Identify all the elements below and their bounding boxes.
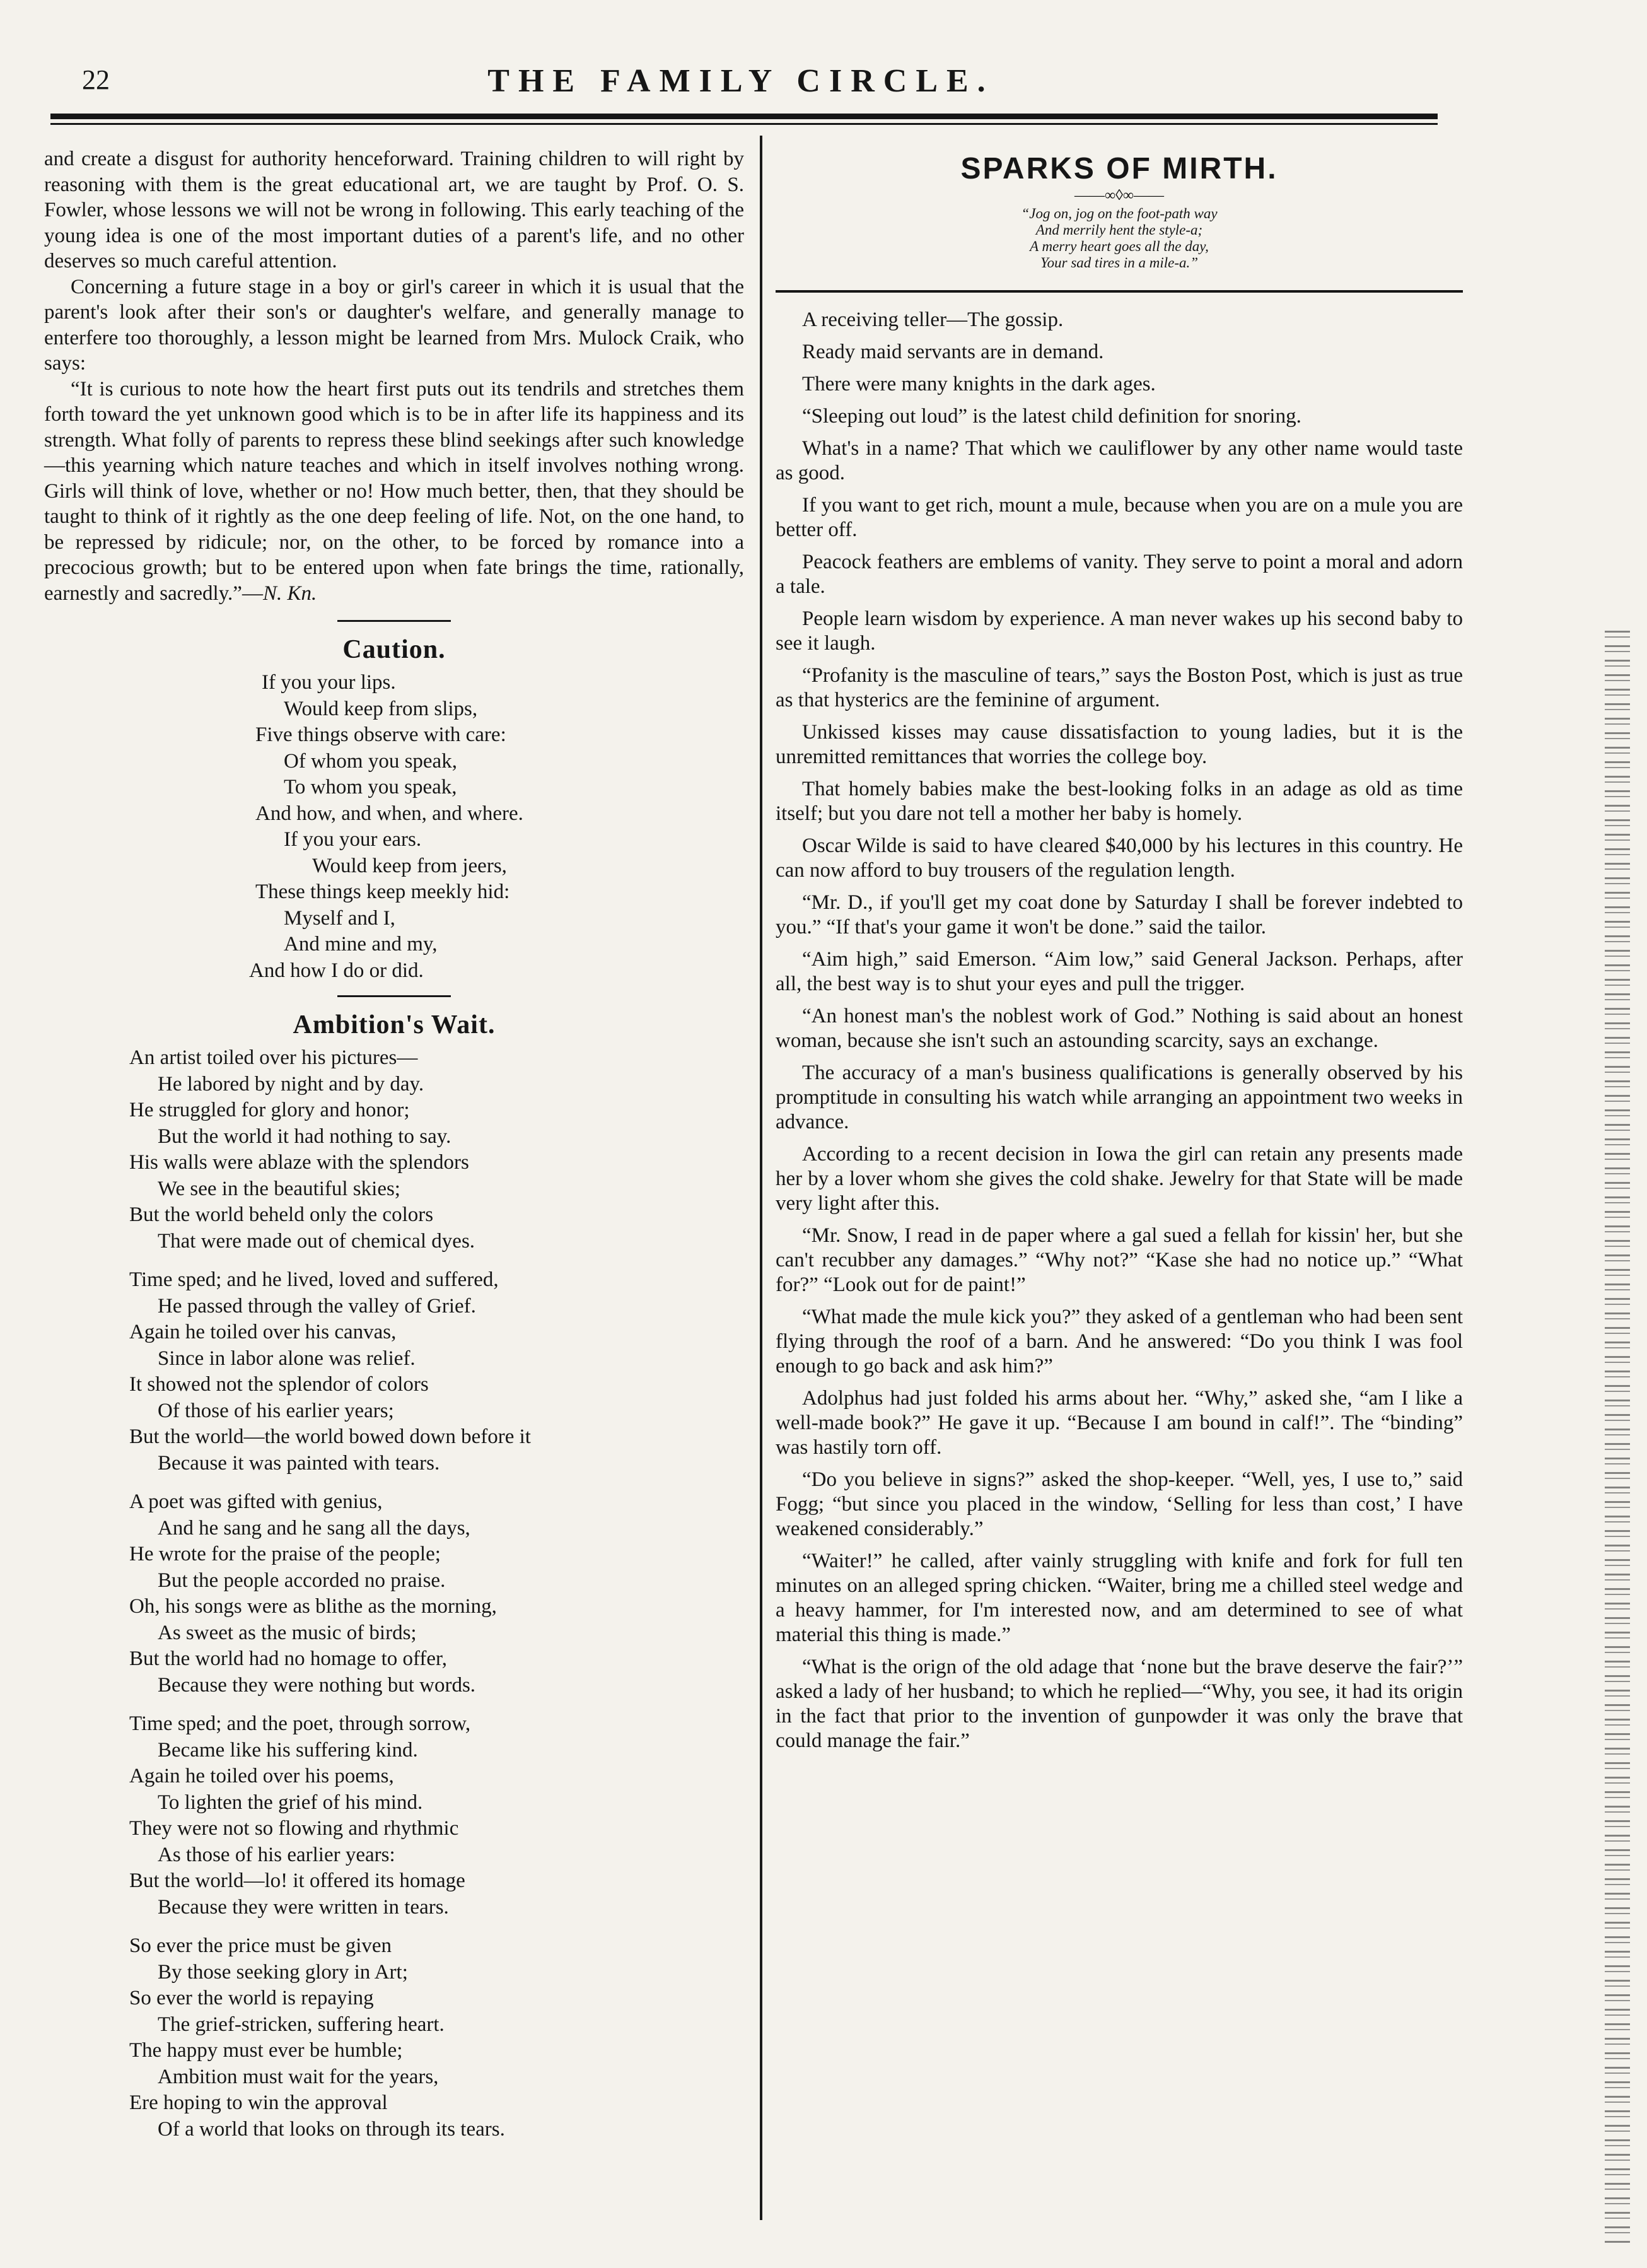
stanza: [129, 1711, 744, 1920]
section-rule: [337, 620, 451, 622]
poem-line: They were not so flowing and rhythmic: [129, 1817, 459, 1840]
poem-line: So ever the price must be given: [129, 1934, 392, 1957]
poem-line: If you your ears.: [284, 828, 422, 851]
poem-line: And how I do or did.: [249, 959, 424, 982]
motto-line: And merrily hent the style-a;: [1035, 222, 1203, 238]
paragraph-future-stage: Concerning a future stage in a boy or girl's career in which it is usual that the parent's look after their son's or daughter's welfare, and generally manage to enterfere too thoroughly, a lesson might be learned from Mrs. Mulock Craik, who says:: [44, 275, 744, 375]
poem-line: But the world beheld only the colors: [129, 1203, 434, 1226]
poem-line: It showed not the splendor of colors: [129, 1373, 429, 1396]
poem-line: Would keep from slips,: [284, 697, 478, 720]
poem-line: Time sped; and he lived, loved and suffered,: [129, 1268, 499, 1291]
left-column: [44, 146, 744, 2155]
joke: “Profanity is the masculine of tears,” says the Boston Post, which is just as true as that hysterics are the feminine of argument.: [776, 664, 1463, 711]
poem-line: Ambition must wait for the years,: [158, 2065, 439, 2088]
poem-line: He wrote for the praise of the people;: [129, 1543, 441, 1565]
joke: Adolphus had just folded his arms about her. “Why,” asked she, “am I like a well-made book?” He gave it up. “Because I am bound in calf!”. The “binding” was hastily torn off.: [776, 1387, 1463, 1459]
poem-line: Became like his suffering kind.: [158, 1738, 418, 1762]
poem-line: And how, and when, and where.: [255, 802, 523, 825]
section-rule: [337, 995, 451, 997]
stanza: [129, 1933, 744, 2142]
poem-line: By those seeking glory in Art;: [158, 1960, 408, 1984]
joke: “An honest man's the noblest work of God.” Nothing is said about an honest woman, because she isn't such an astounding scarcity, says an exchange.: [776, 1005, 1463, 1052]
poem-line: As sweet as the music of birds;: [158, 1621, 417, 1644]
poem-line: Of whom you speak,: [284, 749, 457, 773]
sparks-of-mirth-title: SPARKS OF MIRTH.: [960, 152, 1278, 185]
joke: What's in a name? That which we cauliflower by any other name would taste as good.: [776, 437, 1463, 484]
motto-line: Your sad tires in a mile-a.”: [1040, 255, 1199, 271]
poem-line: And mine and my,: [284, 933, 438, 956]
stanza: [129, 1045, 744, 1254]
joke: If you want to get rich, mount a mule, because when you are on a mule you are better off.: [776, 494, 1463, 541]
joke: Unkissed kisses may cause dissatisfaction to young ladies, but it is the unremitted remittances that worries the college boy.: [776, 721, 1463, 768]
poem-line: These things keep meekly hid:: [255, 880, 510, 903]
joke: Oscar Wilde is said to have cleared $40,000 by his lectures in this country. He can now afford to buy trousers of the regulation length.: [776, 834, 1463, 882]
poem-line: Of a world that looks on through its tears.: [158, 2117, 505, 2141]
poem-line: Since in labor alone was relief.: [158, 1347, 416, 1370]
poem-line: Five things observe with care:: [255, 723, 506, 746]
poem-line: Because they were written in tears.: [158, 1895, 449, 1919]
ornament-divider: ——∞◊∞——: [1074, 187, 1165, 204]
poem-caution: [44, 670, 744, 984]
running-title: THE FAMILY CIRCLE.: [487, 63, 994, 99]
poem-line: Because it was painted with tears.: [158, 1451, 440, 1475]
poem-line: But the people accorded no praise.: [158, 1569, 446, 1592]
poem-line: Of those of his earlier years;: [158, 1399, 394, 1422]
poem-line: If you your lips.: [262, 671, 396, 694]
poem-line: An artist toiled over his pictures—: [129, 1046, 418, 1069]
poem-line: And he sang and he sang all the days,: [158, 1516, 470, 1540]
poem-line: Again he toiled over his canvas,: [129, 1321, 397, 1343]
poem-title-ambition: Ambition's Wait.: [293, 1010, 496, 1039]
joke: Peacock feathers are emblems of vanity. They serve to point a moral and adorn a tale.: [776, 551, 1463, 598]
poem-line: To lighten the grief of his mind.: [158, 1791, 423, 1814]
page-edge-speckle: [1605, 631, 1630, 2245]
poem-line: As those of his earlier years:: [158, 1843, 395, 1866]
joke: “Do you believe in signs?” asked the shop-keeper. “Well, yes, I use to,” said Fogg; “but since you placed in the window, ‘Selling for less than cost,’ I have weakened considerably.”: [776, 1468, 1463, 1540]
joke: People learn wisdom by experience. A man never wakes up his second baby to see it laugh.: [776, 607, 1463, 655]
poem-line: He labored by night and by day.: [158, 1072, 424, 1096]
poem-line: But the world—lo! it offered its homage: [129, 1869, 465, 1892]
poem-line: His walls were ablaze with the splendors: [129, 1151, 469, 1174]
joke: “Aim high,” said Emerson. “Aim low,” said General Jackson. Perhaps, after all, the best way is to shut your eyes and pull the trigger.: [776, 948, 1463, 995]
jokes-list: [776, 308, 1463, 1753]
poem-line: That were made out of chemical dyes.: [158, 1229, 475, 1253]
joke: “What is the orign of the old adage that ‘none but the brave deserve the fair?’” asked a lady of her husband; to which he replied—“Why, you see, it had its origin in the fact that prior to the invention of gunpowder it was only the brave that could manage the fair.”: [776, 1656, 1463, 1752]
stanza: [129, 1489, 744, 1698]
quote-signature: N. Kn.: [262, 582, 317, 605]
joke: Ready maid servants are in demand.: [802, 341, 1104, 363]
joke: “What made the mule kick you?” they asked of a gentleman who had been sent flying through the roof of a barn. And he answered: “Do you think I was fool enough to go back and ask him?”: [776, 1306, 1463, 1377]
craik-quote-text: “It is curious to note how the heart first puts out its tendrils and stretches them forth toward the yet unknown good which is to be in after life its happiness and its strength. What folly of parents to repress these blind seekings after such knowledge—this yearning which nature teaches and which in itself involves nothing wrong. Girls will think of love, whether or no! How much better, then, that they should be taught to think of it rightly as the one deep feeling of life. Not, on the one hand, to be repressed by ridicule; nor, on the other, to be forced by romance into a precocious growth; but to be entered upon when fate brings the time, rationally, earnestly and sacredly.”—: [44, 377, 744, 605]
poem-line: Again he toiled over his poems,: [129, 1765, 394, 1787]
header-rule-thin: [50, 123, 1438, 125]
column-divider: [760, 136, 762, 2220]
joke: “Waiter!” he called, after vainly struggling with knife and fork for full ten minutes on an alleged spring chicken. “Waiter, bring me a chilled steel wedge and a heavy hammer, for I'm interested now, and am determined to see of what material this thing is made.”: [776, 1550, 1463, 1646]
section-rule: [776, 290, 1463, 293]
poem-line: Ere hoping to win the approval: [129, 2091, 388, 2114]
joke: A receiving teller—The gossip.: [802, 308, 1064, 331]
joke: That homely babies make the best-looking folks in an adage as old as time itself; but you dare not tell a mother her baby is homely.: [776, 778, 1463, 825]
poem-line: Oh, his songs were as blithe as the morning,: [129, 1595, 497, 1618]
right-column: [776, 146, 1463, 1761]
poem-line: So ever the world is repaying: [129, 1987, 374, 2009]
motto: [776, 206, 1463, 271]
poem-line: The happy must ever be humble;: [129, 2039, 403, 2062]
poem-line: Because they were nothing but words.: [158, 1673, 476, 1697]
poem-line: He passed through the valley of Grief.: [158, 1294, 476, 1318]
stanza: [129, 1267, 744, 1476]
paragraph-training: and create a disgust for authority henceforward. Training children to will right by reasoning with them is the great educational art, we are taught by Prof. O. S. Fowler, whose lessons we will not be wrong in following. This early teaching of the young idea is one of the most important duties of a parent's life, and no other deserves so much careful attention.: [44, 148, 744, 272]
poem-line: We see in the beautiful skies;: [158, 1177, 400, 1200]
header-rule-thick: [50, 114, 1438, 119]
motto-line: “Jog on, jog on the foot-path way: [1021, 206, 1218, 221]
poem-line: He struggled for glory and honor;: [129, 1099, 410, 1121]
joke: According to a recent decision in Iowa the girl can retain any presents made her by a lover whom she gives the cold shake. Jewelry for that State will be made very light after this.: [776, 1143, 1463, 1215]
poem-line: But the world—the world bowed down before it: [129, 1425, 531, 1448]
joke: “Mr. Snow, I read in de paper where a gal sued a fellah for kissin' her, but she can't recubber any damages.” “Why not?” “Kase she had no notice up.” “What for?” “Look out for de paint!”: [776, 1224, 1463, 1296]
page-header: [50, 60, 1431, 110]
motto-line: A merry heart goes all the day,: [1030, 238, 1209, 254]
poem-line: A poet was gifted with genius,: [129, 1490, 383, 1513]
poem-line: The grief-stricken, suffering heart.: [158, 2013, 445, 2036]
paragraph-craik-quote: [44, 377, 744, 607]
poem-title-caution: Caution.: [342, 635, 446, 664]
poem-line: Would keep from jeers,: [312, 854, 507, 877]
poem-line: To whom you speak,: [284, 776, 457, 798]
poem-line: Time sped; and the poet, through sorrow,: [129, 1712, 471, 1735]
joke: The accuracy of a man's business qualifications is generally observed by his promptitude in consulting his watch while arranging an appointment two weeks in advance.: [776, 1061, 1463, 1133]
poem-line: But the world it had nothing to say.: [158, 1125, 451, 1148]
poem-line: But the world had no homage to offer,: [129, 1647, 447, 1670]
poem-line: Myself and I,: [284, 906, 395, 930]
joke: “Mr. D., if you'll get my coat done by Saturday I shall be forever indebted to you.” “If that's your game it won't be done.” said the tailor.: [776, 891, 1463, 938]
joke: There were many knights in the dark ages.: [802, 373, 1156, 395]
poem-ambition: [129, 1045, 744, 2142]
joke: “Sleeping out loud” is the latest child definition for snoring.: [802, 405, 1301, 428]
page-number: 22: [82, 64, 110, 95]
